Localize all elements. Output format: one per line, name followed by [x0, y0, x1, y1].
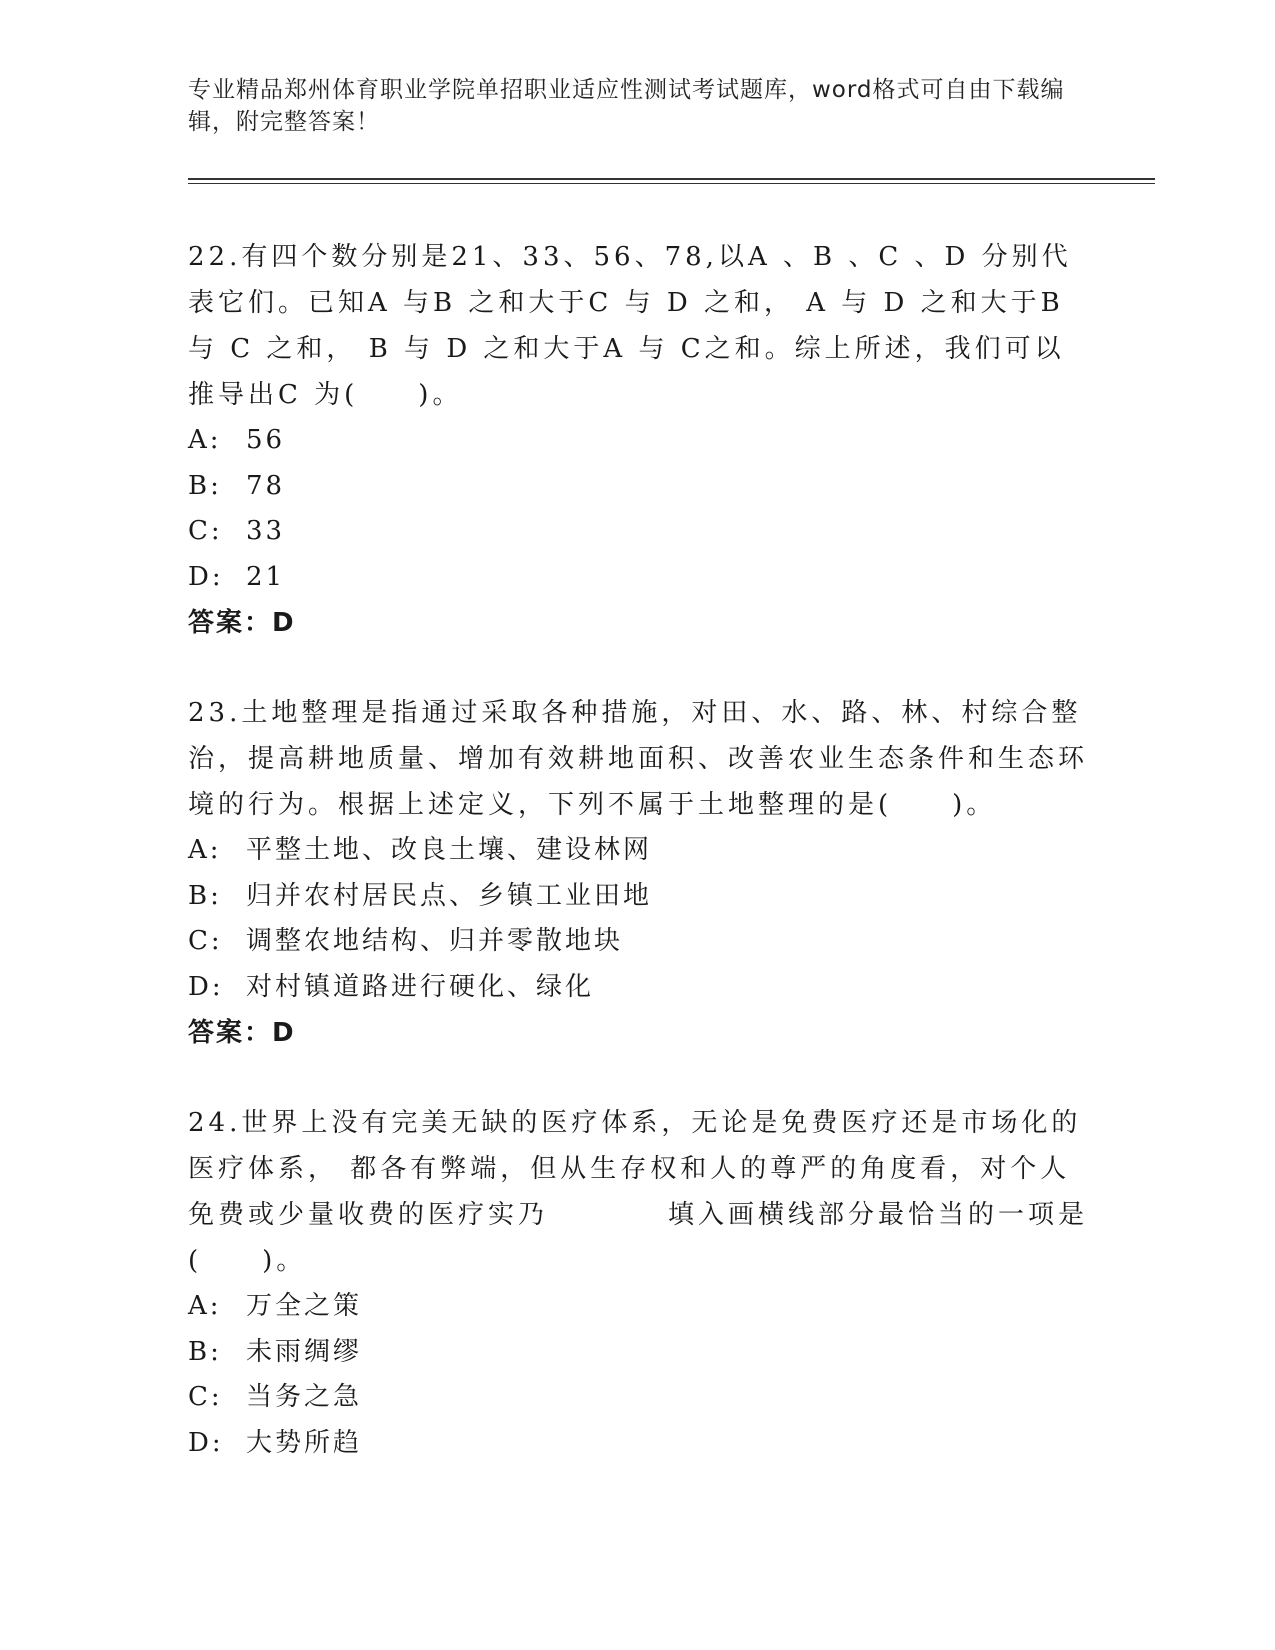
option-b [188, 1330, 1088, 1376]
option-text: 33 [246, 516, 286, 546]
option-text: 大势所趋 [246, 1427, 363, 1458]
option-text: 万全之策 [246, 1291, 363, 1321]
option-c [188, 919, 1088, 965]
option-letter: D: [188, 561, 224, 592]
option-d [188, 1421, 1088, 1467]
option-c [188, 1375, 1088, 1421]
option-d [188, 965, 1088, 1011]
header-rule-thin [188, 183, 1155, 184]
answer-line: 答案：D [188, 1018, 296, 1048]
option-letter: A: [188, 1291, 222, 1321]
question-22 [188, 234, 1088, 646]
option-text: 56 [246, 425, 286, 455]
option-d [188, 555, 1088, 601]
question-24 [188, 1100, 1088, 1466]
option-b [188, 874, 1088, 920]
option-text: 当务之急 [246, 1382, 363, 1412]
option-letter: C: [188, 926, 223, 956]
header-rule-thick [188, 178, 1155, 180]
question-stem: 24.世界上没有完美无缺的医疗体系，无论是免费医疗还是市场化的医疗体系， 都各有弊端，但从生存权和人的尊严的角度看，对个人免费或少量收费的医疗实乃 填入画横线部分最恰当的一项是( )。 [188, 1108, 1089, 1276]
option-letter: A: [188, 835, 222, 865]
option-a [188, 828, 1088, 874]
question-23 [188, 690, 1088, 1056]
question-stem: 22.有四个数分别是21、33、56、78,以A 、B 、C 、D 分别代表它们。已知A 与B 之和大于C 与 D 之和， A 与 D 之和大于B 与 C 之和， B 与 D 之和大于A 与 C之和。综上所述，我们可以推导出C 为( )。 [188, 242, 1076, 410]
option-letter: D: [188, 1427, 224, 1458]
header-text: 专业精品郑州体育职业学院单招职业适应性测试考试题库，word格式可自由下载编辑，附完整答案！ [188, 77, 1065, 135]
option-letter: D: [188, 971, 224, 1002]
question-stem: 23.土地整理是指通过采取各种措施，对田、水、路、林、村综合整治，提高耕地质量、增加有效耕地面积、改善农业生态条件和生态环境的行为。根据上述定义，下列不属于土地整理的是( )。 [188, 698, 1089, 820]
option-c [188, 509, 1088, 555]
option-letter: B: [188, 880, 222, 911]
option-text: 平整土地、改良土壤、建设林网 [246, 835, 653, 865]
option-text: 21 [246, 561, 286, 592]
option-letter: A: [188, 425, 222, 455]
option-a [188, 1284, 1088, 1330]
option-letter: C: [188, 1382, 223, 1412]
option-letter: B: [188, 1336, 222, 1367]
option-letter: C: [188, 516, 223, 546]
option-text: 未雨绸缪 [246, 1336, 363, 1367]
option-text: 对村镇道路进行硬化、绿化 [246, 971, 595, 1002]
option-b [188, 464, 1088, 510]
option-a [188, 418, 1088, 464]
option-text: 归并农村居民点、乡镇工业田地 [246, 880, 653, 911]
option-text: 调整农地结构、归并零散地块 [246, 926, 624, 956]
option-letter: B: [188, 470, 222, 501]
option-text: 78 [246, 470, 286, 501]
answer-line: 答案：D [188, 608, 296, 638]
